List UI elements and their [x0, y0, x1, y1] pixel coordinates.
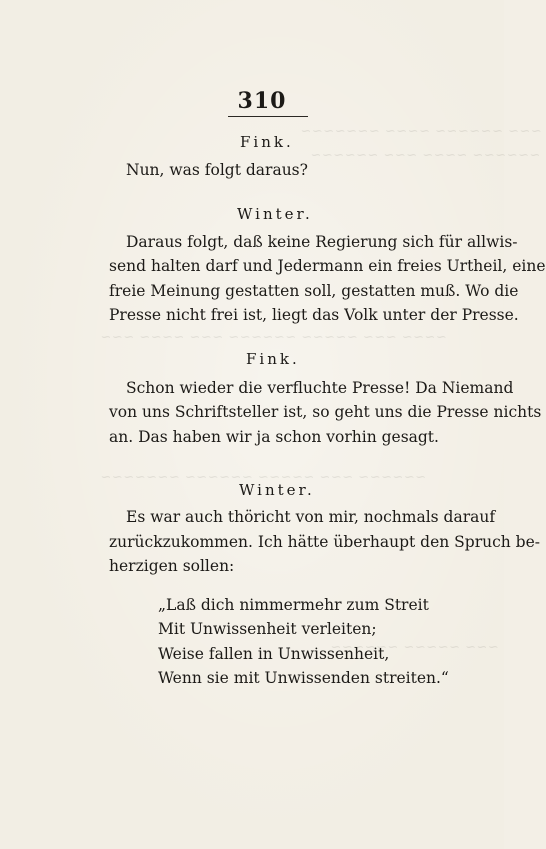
dialogue-line: an. Das haben wir ja schon vorhin gesagt.	[109, 428, 439, 446]
dialogue-line: Presse nicht frei ist, liegt das Volk unter der Presse.	[109, 306, 519, 324]
bleed-through-text: ~~~ ~~~~~ ~~~~~~	[330, 640, 499, 655]
speaker-label: Winter.	[239, 481, 315, 499]
speaker-label: Fink.	[240, 133, 294, 151]
bleed-through-text: ~~~ ~~~~~~ ~~~~ ~~~~~~~	[300, 124, 542, 139]
dialogue-line: freie Meinung gestatten soll, gestatten muß. Wo die	[109, 282, 519, 300]
speaker-label: Fink.	[246, 350, 300, 368]
bleed-through-text: ~~~~~~ ~~~ ~~~~~ ~~~~~~ ~~~~~~~	[100, 470, 427, 485]
dialogue-line: Schon wieder die verfluchte Presse! Da Niemand	[126, 379, 514, 397]
bleed-through-text: ~~~~~~ ~~~~ ~~~ ~~~~~~	[310, 148, 541, 163]
dialogue-line: Es war auch thöricht von mir, nochmals darauf	[126, 508, 496, 526]
speaker-label: Winter.	[237, 205, 313, 223]
dialogue-line: Daraus folgt, daß keine Regierung sich für allwis-	[126, 233, 518, 251]
dialogue-line: zurückzukommen. Ich hätte überhaupt den Spruch be-	[109, 533, 541, 551]
page-number: 310	[237, 88, 287, 114]
header-rule	[228, 116, 308, 117]
verse-line: „Laß dich nimmermehr zum Streit	[158, 596, 429, 614]
dialogue-line: send halten darf und Jedermann ein freies Urtheil, eine	[109, 257, 546, 275]
dialogue-line: herzigen sollen:	[109, 557, 235, 575]
verse-line: Wenn sie mit Unwissenden streiten.“	[158, 669, 449, 687]
dialogue-line: Nun, was folgt daraus?	[126, 161, 308, 179]
bleed-through-text: ~~~~ ~~~ ~~~~~ ~~~~~~ ~~~ ~~~~ ~~~	[100, 330, 447, 345]
verse-line: Mit Unwissenheit verleiten;	[158, 620, 377, 638]
dialogue-line: von uns Schriftsteller ist, so geht uns die Presse nichts	[109, 403, 542, 421]
verse-line: Weise fallen in Unwissenheit,	[158, 645, 390, 663]
